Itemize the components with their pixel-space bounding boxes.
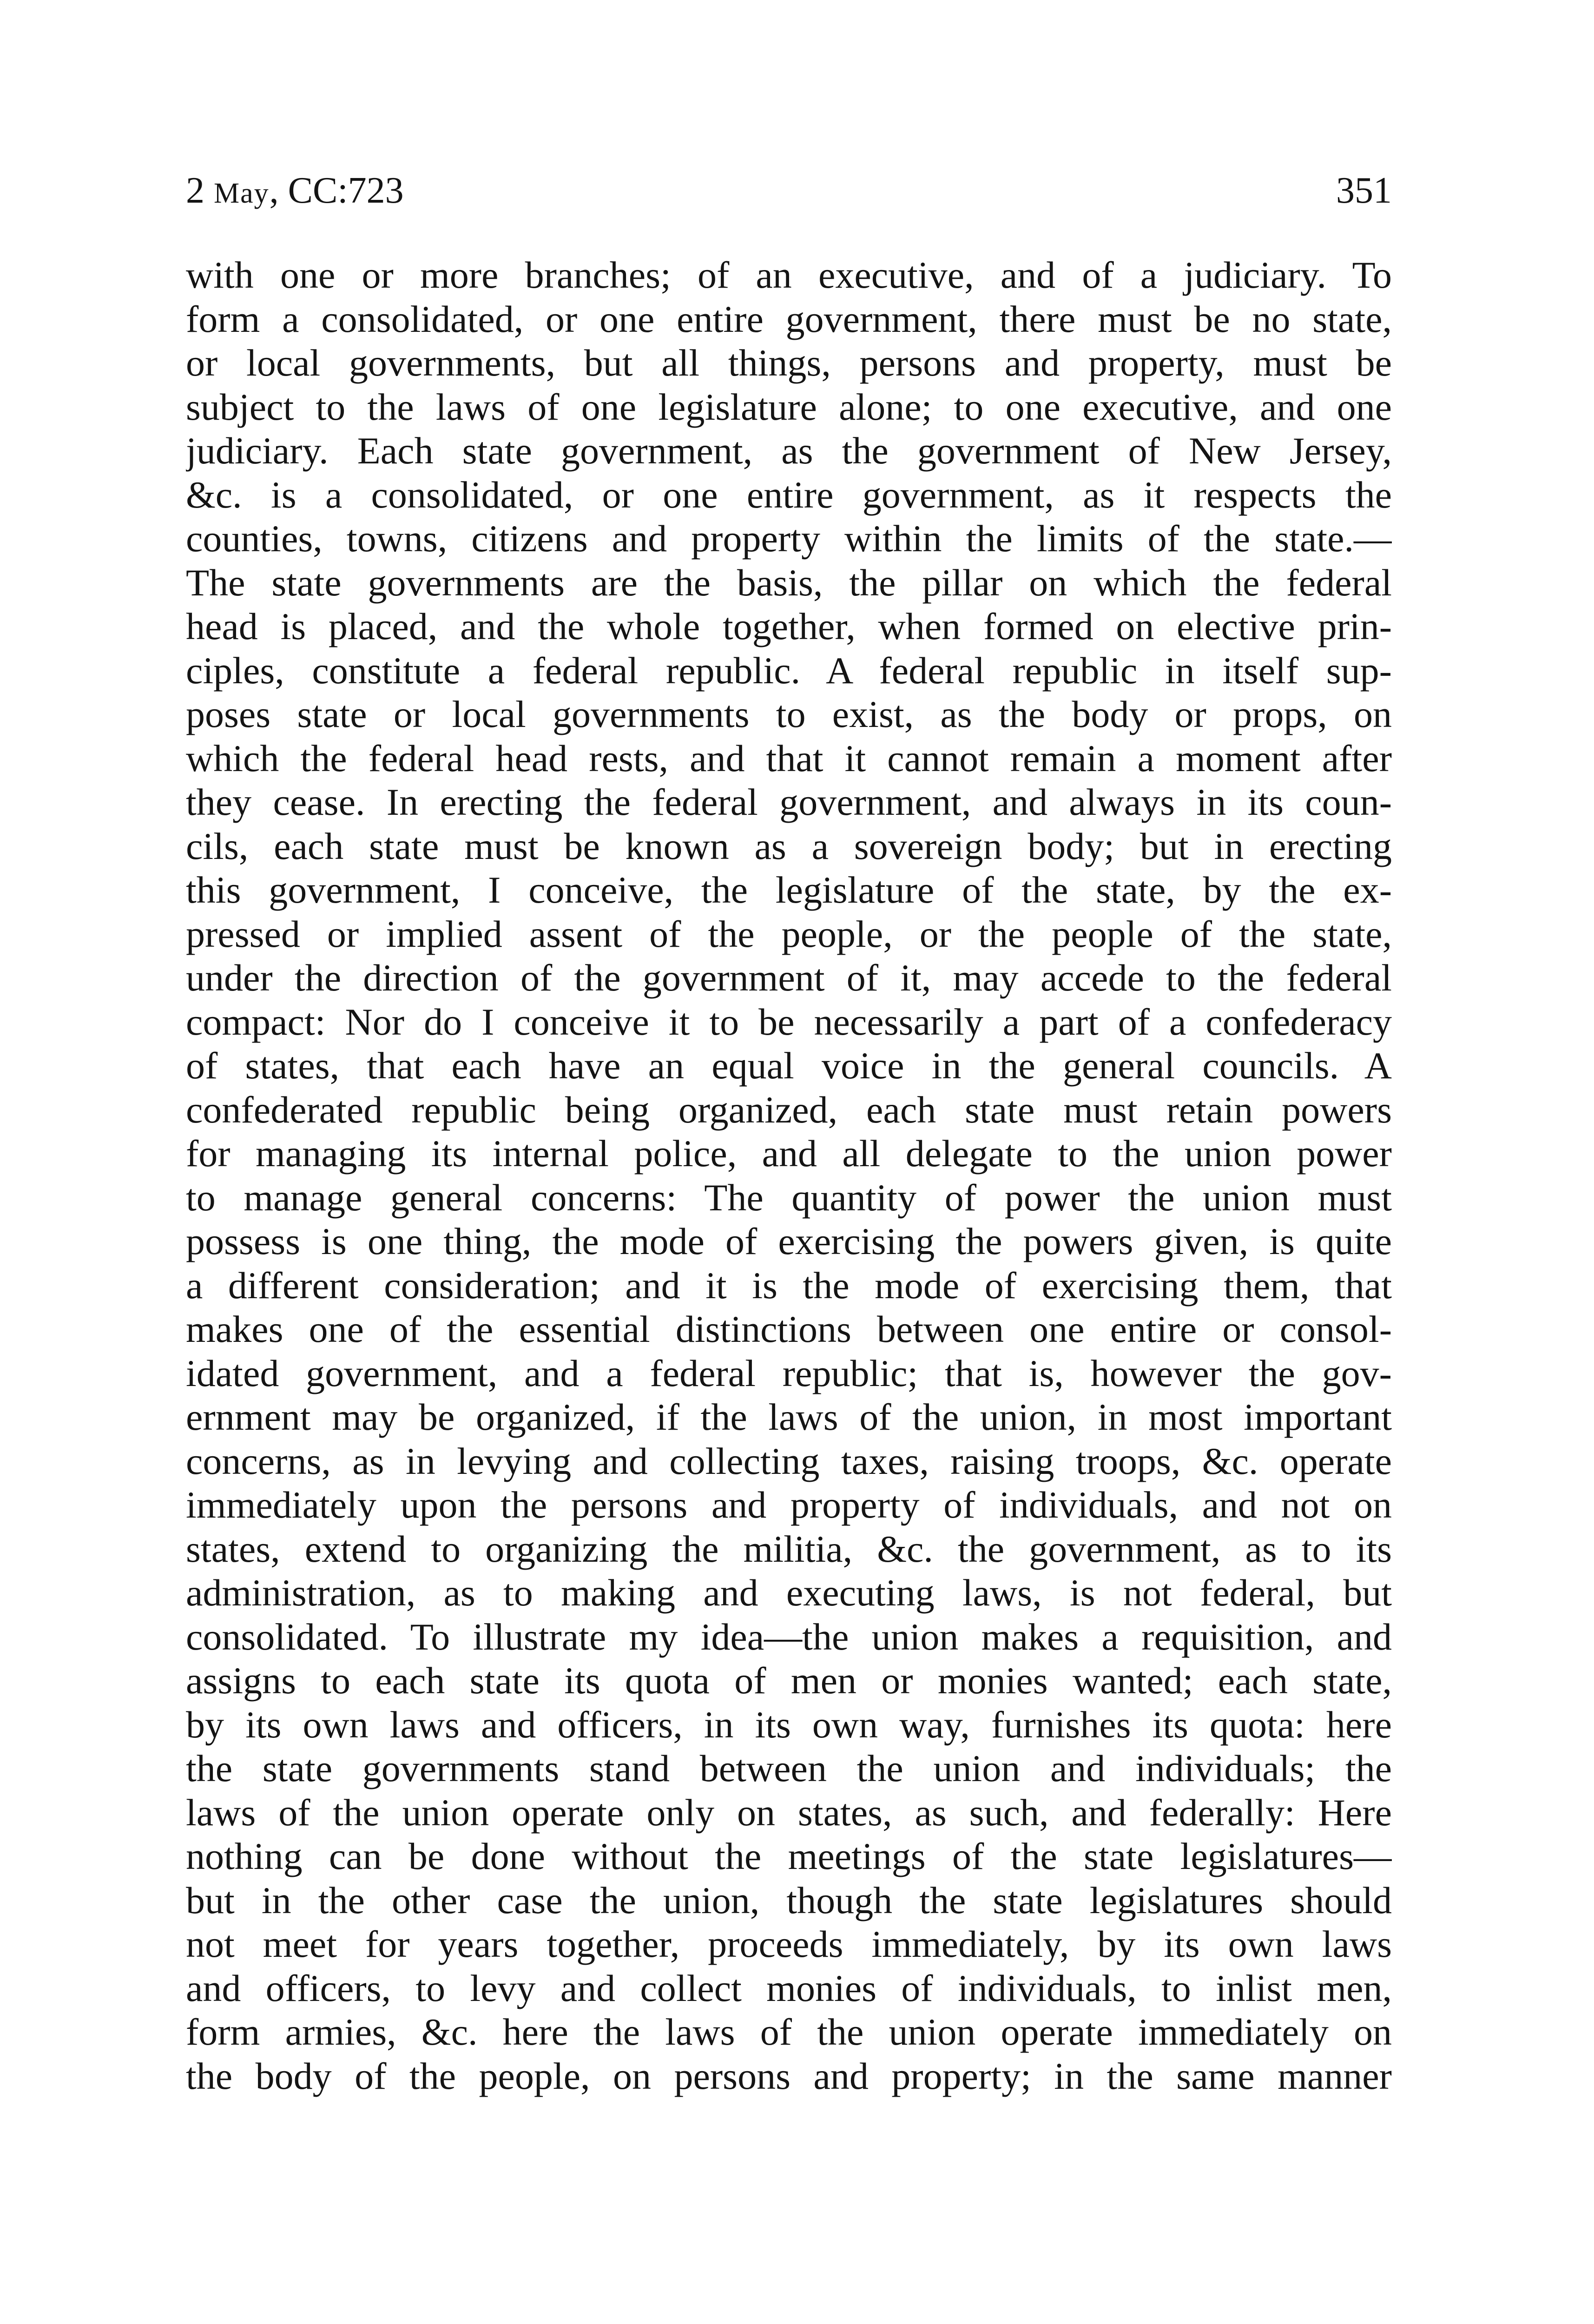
- text-line: poses state or local governments to exist, as the body or props, on: [186, 693, 1392, 735]
- text-line: states, extend to organizing the militia, &c. the government, as to its: [186, 1527, 1392, 1570]
- text-line: ciples, constitute a federal republic. A federal republic in itself sup-: [186, 649, 1392, 692]
- text-line: this government, I conceive, the legislature of the state, by the ex-: [186, 869, 1392, 911]
- running-head-month: May: [214, 178, 270, 209]
- text-line: counties, towns, citizens and property within the limits of the state.—: [186, 517, 1392, 560]
- running-head: [186, 165, 404, 219]
- text-line: under the direction of the government of it, may accede to the federal: [186, 957, 1392, 999]
- text-line: for managing its internal police, and all delegate to the union power: [186, 1132, 1392, 1175]
- text-line: cils, each state must be known as a sovereign body; but in erecting: [186, 825, 1392, 867]
- text-line: and officers, to levy and collect monies of individuals, to inlist men,: [186, 1967, 1392, 2009]
- text-line: The state governments are the basis, the pillar on which the federal: [186, 561, 1392, 604]
- running-head-ref: , CC:723: [269, 170, 404, 211]
- text-line: nothing can be done without the meetings of the state legislatures—: [186, 1835, 1392, 1877]
- page-number: 351: [1336, 170, 1392, 211]
- text-line: a different consideration; and it is the mode of exercising them, that: [186, 1264, 1392, 1307]
- text-line: subject to the laws of one legislature alone; to one executive, and one: [186, 385, 1392, 428]
- page-header: [186, 165, 1392, 216]
- text-line: the body of the people, on persons and property; in the same manner: [186, 2054, 1392, 2097]
- text-line: which the federal head rests, and that it cannot remain a moment after: [186, 737, 1392, 779]
- text-line: or local governments, but all things, persons and property, must be: [186, 342, 1392, 384]
- text-line: form a consolidated, or one entire government, there must be no state,: [186, 297, 1392, 340]
- text-line: pressed or implied assent of the people, or the people of the state,: [186, 912, 1392, 955]
- text-line: laws of the union operate only on states, as such, and federally: Here: [186, 1791, 1392, 1834]
- text-line: not meet for years together, proceeds immediately, by its own laws: [186, 1923, 1392, 1965]
- text-line: confederated republic being organized, each state must retain powers: [186, 1088, 1392, 1131]
- text-line: immediately upon the persons and property of individuals, and not on: [186, 1484, 1392, 1526]
- text-line: to manage general concerns: The quantity of power the union must: [186, 1176, 1392, 1219]
- text-line: head is placed, and the whole together, when formed on elective prin-: [186, 605, 1392, 647]
- running-head-day: 2: [186, 170, 214, 211]
- text-line: but in the other case the union, though the state legislatures should: [186, 1879, 1392, 1921]
- text-line: of states, that each have an equal voice in the general councils. A: [186, 1044, 1392, 1087]
- text-line: idated government, and a federal republic; that is, however the gov-: [186, 1352, 1392, 1394]
- text-line: possess is one thing, the mode of exercising the powers given, is quite: [186, 1220, 1392, 1262]
- text-line: concerns, as in levying and collecting taxes, raising troops, &c. operate: [186, 1439, 1392, 1482]
- text-line: with one or more branches; of an executive, and of a judiciary. To: [186, 254, 1392, 296]
- text-line: assigns to each state its quota of men or monies wanted; each state,: [186, 1659, 1392, 1702]
- text-line: ernment may be organized, if the laws of the union, in most important: [186, 1396, 1392, 1438]
- body-text: [186, 253, 1392, 2098]
- text-line: the state governments stand between the union and individuals; the: [186, 1747, 1392, 1789]
- text-line: makes one of the essential distinctions between one entire or consol-: [186, 1308, 1392, 1350]
- text-line: consolidated. To illustrate my idea—the union makes a requisition, and: [186, 1615, 1392, 1658]
- text-line: administration, as to making and executing laws, is not federal, but: [186, 1571, 1392, 1614]
- text-line: compact: Nor do I conceive it to be necessarily a part of a confederacy: [186, 1000, 1392, 1043]
- text-line: &c. is a consolidated, or one entire government, as it respects the: [186, 473, 1392, 516]
- text-line: judiciary. Each state government, as the government of New Jersey,: [186, 429, 1392, 472]
- text-line: by its own laws and officers, in its own way, furnishes its quota: here: [186, 1703, 1392, 1746]
- text-line: they cease. In erecting the federal government, and always in its coun-: [186, 781, 1392, 823]
- text-line: form armies, &c. here the laws of the union operate immediately on: [186, 2011, 1392, 2053]
